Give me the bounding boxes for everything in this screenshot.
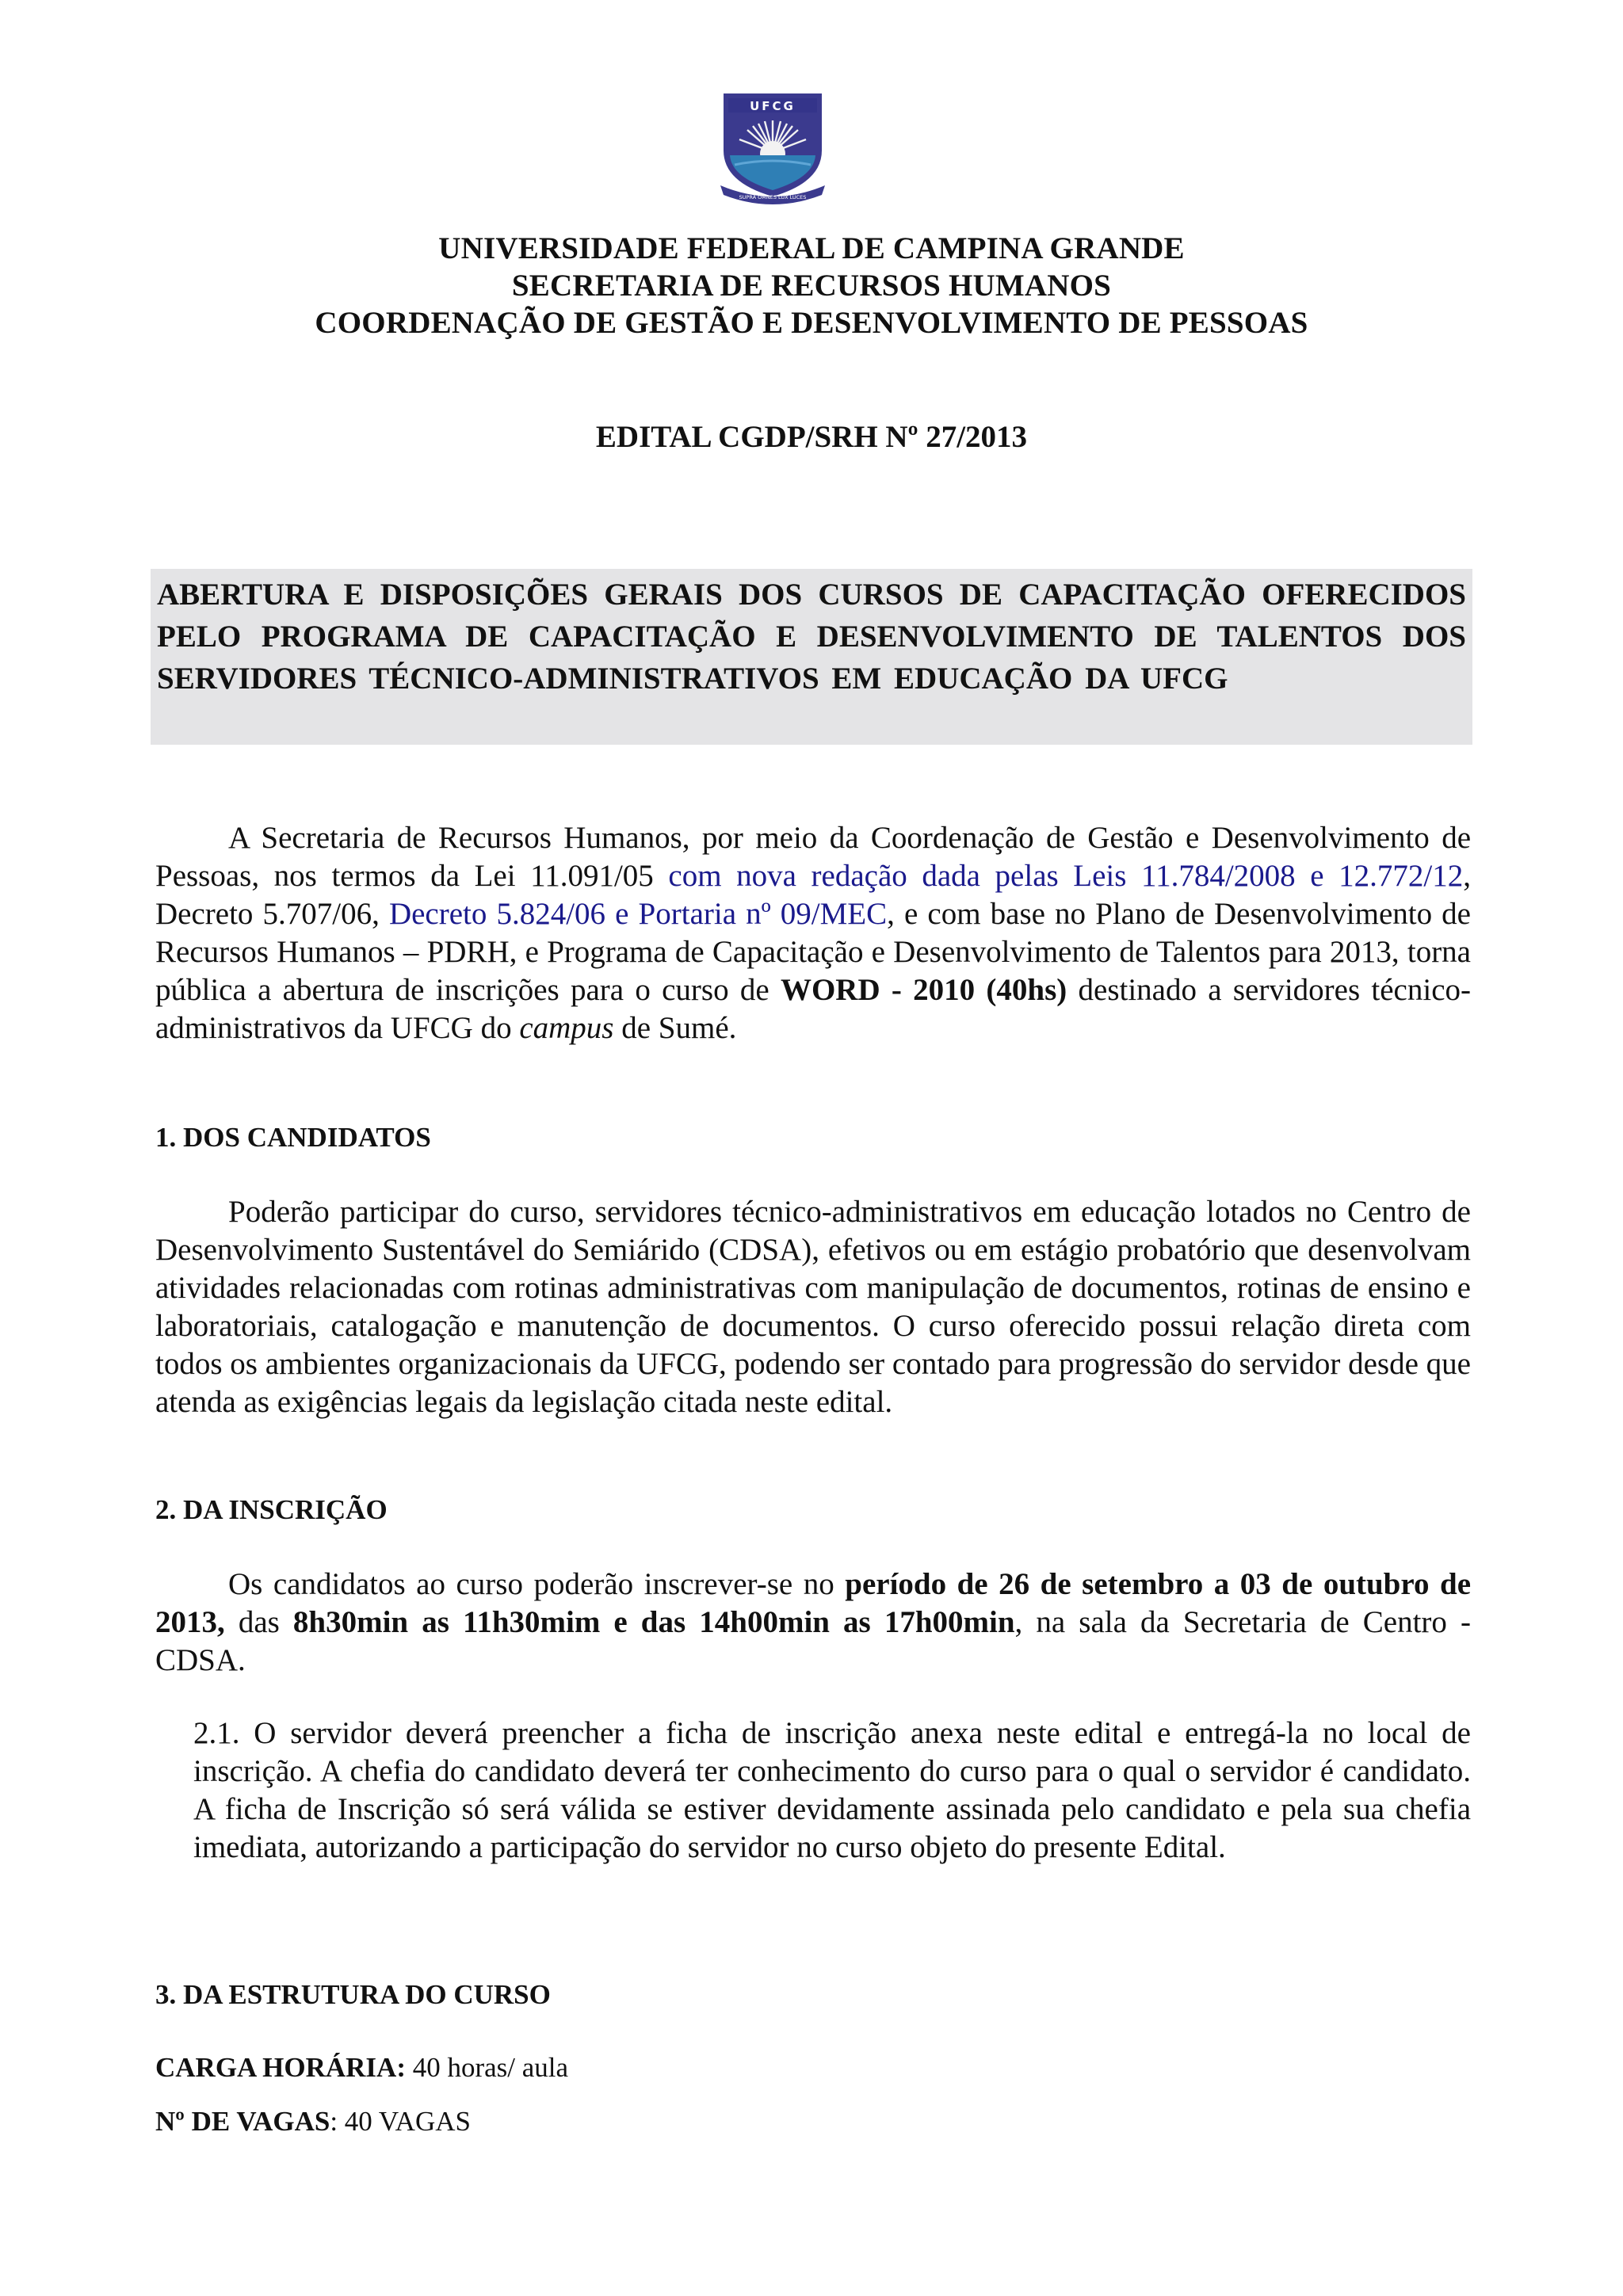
vacancies-value: : 40 VAGAS	[330, 2106, 471, 2137]
section-2-1-text: 2.1. O servidor deverá preencher a ficha de inscrição anexa neste edital e entregá-la no local de inscrição. A chefia do candidato deverá ter conhecimento do curso para o qual o servidor é candidato. A ficha de Inscrição só será válida se estiver devidamente assinada pelo candidato e pela sua chefia imediata, autorizando a participação do servidor no curso objeto do presente Edital.	[193, 1716, 1471, 1864]
inscription-hours: 8h30min as 11h30mim e das 14h00min as 17h00min	[292, 1605, 1015, 1639]
inscription-period: período de 26 de setembro a 03 de outubro de 2013,	[155, 1567, 1471, 1639]
section-2-title: 2. DA INSCRIÇÃO	[155, 1494, 388, 1525]
header-secretariat: SECRETARIA DE RECURSOS HUMANOS	[511, 269, 1112, 303]
logo-motto: SUPRA OMNES LUX LUCES	[739, 194, 807, 200]
institution-header	[0, 230, 1623, 341]
header-university: UNIVERSIDADE FEDERAL DE CAMPINA GRANDE	[438, 231, 1185, 265]
inscription-text-3: , na sala da Secretaria de Centro - CDSA.	[155, 1605, 1471, 1677]
intro-text-5: de Sumé.	[613, 1011, 737, 1045]
intro-text-3: , e com base no Plano de Desenvolvimento de Recursos Humanos – PDRH, e Programa de Capacitação e Desenvolvimento de Talentos para 2013, torna pública a abertura de inscrições para o curso de	[155, 897, 1471, 1007]
section-3-title: 3. DA ESTRUTURA DO CURSO	[155, 1979, 551, 2010]
ufcg-logo	[717, 89, 828, 204]
section-2-text	[155, 1566, 1471, 1680]
course-name: WORD - 2010 (40hs)	[780, 973, 1067, 1007]
header-coordination: COORDENAÇÃO DE GESTÃO E DESENVOLVIMENTO DE PESSOAS	[315, 306, 1308, 340]
workload-line	[155, 2050, 568, 2085]
logo-acronym: UFCG	[750, 99, 796, 113]
workload-value: 40 horas/ aula	[405, 2052, 569, 2083]
campus-word: campus	[519, 1011, 614, 1045]
vacancies-line	[155, 2104, 471, 2139]
section-1-title: 1. DOS CANDIDATOS	[155, 1122, 431, 1153]
vacancies-label: Nº DE VAGAS	[155, 2106, 330, 2137]
subject-title-box	[151, 569, 1472, 745]
intro-paragraph	[155, 819, 1471, 1047]
workload-label: CARGA HORÁRIA:	[155, 2052, 406, 2083]
legal-reference-link-1[interactable]: com nova redação dada pelas Leis 11.784/2008 e 12.772/12	[668, 859, 1464, 893]
section-1-text: Poderão participar do curso, servidores técnico-administrativos em educação lotados no Centro de Desenvolvimento Sustentável do Semiárido (CDSA), efetivos ou em estágio probatório que desenvolvam atividades relacionadas com rotinas administrativas com manipulação de documentos, rotinas de ensino e laboratoriais, catalogação e manutenção de documentos. O curso oferecido possui relação direta com todos os ambientes organizacionais da UFCG, podendo ser contado para progressão do servidor desde que atenda as exigências legais da legislação citada neste edital.	[155, 1195, 1471, 1419]
inscription-text-1: Os candidatos ao curso poderão inscrever-se no	[228, 1567, 846, 1601]
edital-title: EDITAL CGDP/SRH Nº 27/2013	[595, 420, 1028, 454]
intro-text-4: destinado a servidores técnico-administrativos da UFCG do	[155, 973, 1471, 1045]
intro-text-2: , Decreto 5.707/06,	[155, 859, 1471, 931]
legal-reference-link-2[interactable]: Decreto 5.824/06 e Portaria nº 09/MEC	[388, 897, 888, 931]
intro-text-1: A Secretaria de Recursos Humanos, por meio da Coordenação de Gestão e Desenvolvimento de Pessoas, nos termos da Lei 11.091/05	[155, 821, 1471, 893]
inscription-text-2: das	[224, 1605, 293, 1639]
subject-title-text: ABERTURA E DISPOSIÇÕES GERAIS DOS CURSOS DE CAPACITAÇÃO OFERECIDOS PELO PROGRAMA DE CAPACITAÇÃO E DESENVOLVIMENTO DE TALENTOS DOS SERVIDORES TÉCNICO-ADMINISTRATIVOS EM EDUCAÇÃO DA UFCG	[157, 578, 1466, 696]
